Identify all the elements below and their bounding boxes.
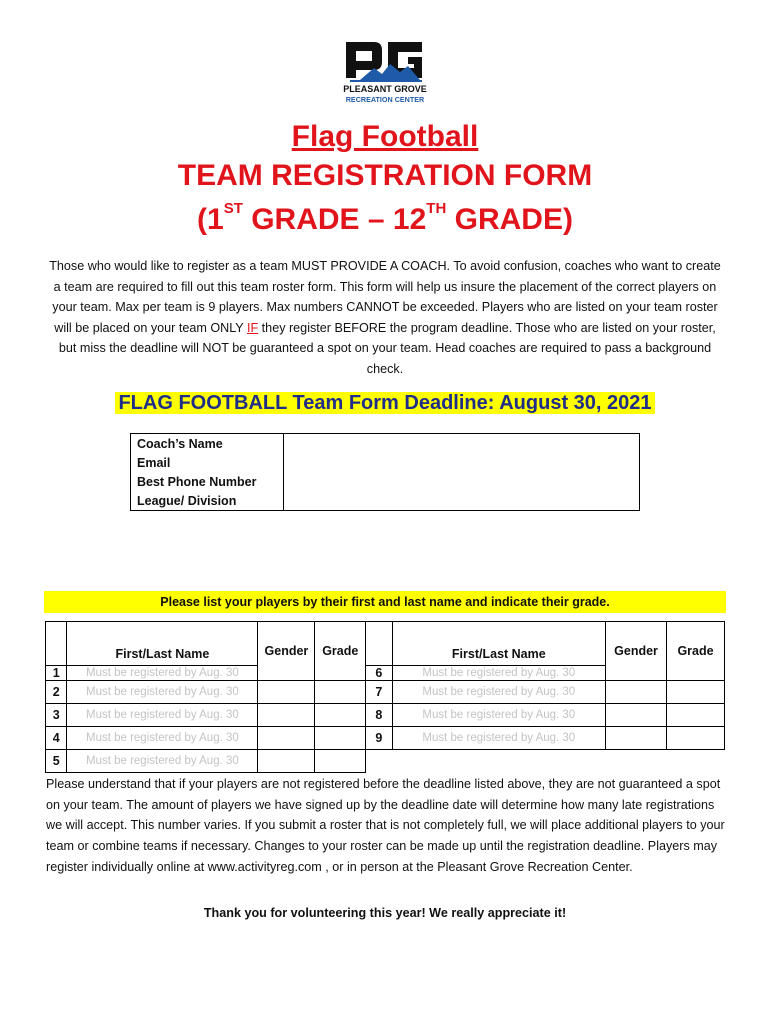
title-block <box>0 120 770 242</box>
closing-paragraph: Please understand that if your players are not registered before the deadline listed above, they are not guaranteed a spot on your team. The amount of players we have signed up by the deadline date will determine how many late registrations we will accept. This number varies. If you submit a roster that is not completely full, we will place additional players to your team or combine teams if necessary. Changes to your roster can be made up until the registration deadline. Players may register individually online at www.activityreg.com , or in person at the Pleasant Grove Recreation Center. <box>46 777 725 874</box>
player-gender-field[interactable] <box>606 727 667 750</box>
league-label: League/ Division <box>131 491 284 511</box>
player-gender-field[interactable] <box>258 750 315 773</box>
player-grade-field[interactable] <box>315 704 366 727</box>
player-name-field[interactable]: Must be registered by Aug. 30 <box>67 666 258 681</box>
right-grade-header: Grade <box>667 622 725 681</box>
coach-row-phone <box>131 472 640 491</box>
player-number: 1 <box>46 666 67 681</box>
player-name-field[interactable]: Must be registered by Aug. 30 <box>67 750 258 773</box>
player-number: 2 <box>46 681 67 704</box>
player-number: 8 <box>366 704 392 727</box>
grade-range: (1ST GRADE – 12TH GRADE) <box>197 200 573 236</box>
right-gender-header: Gender <box>606 622 667 681</box>
coach-name-label: Coach’s Name <box>131 434 284 454</box>
player-gender-field[interactable] <box>258 681 315 704</box>
player-name-field[interactable]: Must be registered by Aug. 30 <box>392 666 605 681</box>
deadline-banner: FLAG FOOTBALL Team Form Deadline: August 30, 2021 <box>0 392 770 415</box>
player-grade-field[interactable] <box>315 750 366 773</box>
player-number: 9 <box>366 727 392 750</box>
roster-instructions: Please list your players by their first and last name and indicate their grade. <box>44 591 726 613</box>
table-row <box>46 750 725 773</box>
email-label: Email <box>131 453 284 472</box>
logo-line1: PLEASANT GROVE <box>343 84 427 94</box>
coach-name-field[interactable] <box>284 434 640 454</box>
player-number: 5 <box>46 750 67 773</box>
table-row <box>46 727 725 750</box>
roster-header-row <box>46 622 725 666</box>
player-gender-field[interactable] <box>606 681 667 704</box>
pleasant-grove-logo <box>330 40 440 106</box>
phone-field[interactable] <box>284 472 640 491</box>
player-name-field[interactable]: Must be registered by Aug. 30 <box>67 727 258 750</box>
phone-label: Best Phone Number <box>131 472 284 491</box>
left-grade-header: Grade <box>315 622 366 681</box>
player-grade-field[interactable] <box>315 681 366 704</box>
coach-row-name <box>131 434 640 454</box>
table-row <box>46 681 725 704</box>
player-number: 4 <box>46 727 67 750</box>
logo-line2: RECREATION CENTER <box>345 95 425 104</box>
right-name-header: First/Last Name <box>392 622 605 666</box>
player-name-field[interactable]: Must be registered by Aug. 30 <box>392 727 605 750</box>
player-grade-field[interactable] <box>667 704 725 727</box>
player-number: 7 <box>366 681 392 704</box>
player-gender-field[interactable] <box>258 704 315 727</box>
logo-graphic <box>330 40 440 106</box>
player-name-field[interactable]: Must be registered by Aug. 30 <box>392 681 605 704</box>
email-field[interactable] <box>284 453 640 472</box>
coach-row-league <box>131 491 640 511</box>
left-gender-header: Gender <box>258 622 315 681</box>
player-grade-field[interactable] <box>667 727 725 750</box>
player-gender-field[interactable] <box>606 704 667 727</box>
player-number: 3 <box>46 704 67 727</box>
player-grade-field[interactable] <box>667 681 725 704</box>
player-gender-field[interactable] <box>258 727 315 750</box>
roster-table <box>45 621 725 773</box>
thank-you-note: Thank you for volunteering this year! We really appreciate it! <box>203 906 567 920</box>
coach-info-table <box>130 433 640 511</box>
player-number: 6 <box>366 666 392 681</box>
page-title: Flag Football <box>291 120 479 153</box>
left-name-header: First/Last Name <box>67 622 258 666</box>
player-grade-field[interactable] <box>315 727 366 750</box>
league-field[interactable] <box>284 491 640 511</box>
player-name-field[interactable]: Must be registered by Aug. 30 <box>67 681 258 704</box>
table-row <box>46 704 725 727</box>
intro-paragraph: Those who would like to register as a team MUST PROVIDE A COACH. To avoid confusion, coaches who want to create a team are required to fill out this team roster form. This form will help us insure the placement of the correct players on your team. Max per team is 9 players. Max numbers CANNOT be exceeded. Players who are listed on your team roster will be placed on your team ONLY IF they register BEFORE the program deadline. Those who are listed on your roster, but miss the deadline will NOT be guaranteed a spot on your team. Head coaches are required to pass a background check. <box>49 259 721 376</box>
player-name-field[interactable]: Must be registered by Aug. 30 <box>392 704 605 727</box>
player-name-field[interactable]: Must be registered by Aug. 30 <box>67 704 258 727</box>
if-emphasis: IF <box>246 320 259 335</box>
form-subtitle: TEAM REGISTRATION FORM <box>177 159 593 192</box>
coach-row-email <box>131 453 640 472</box>
